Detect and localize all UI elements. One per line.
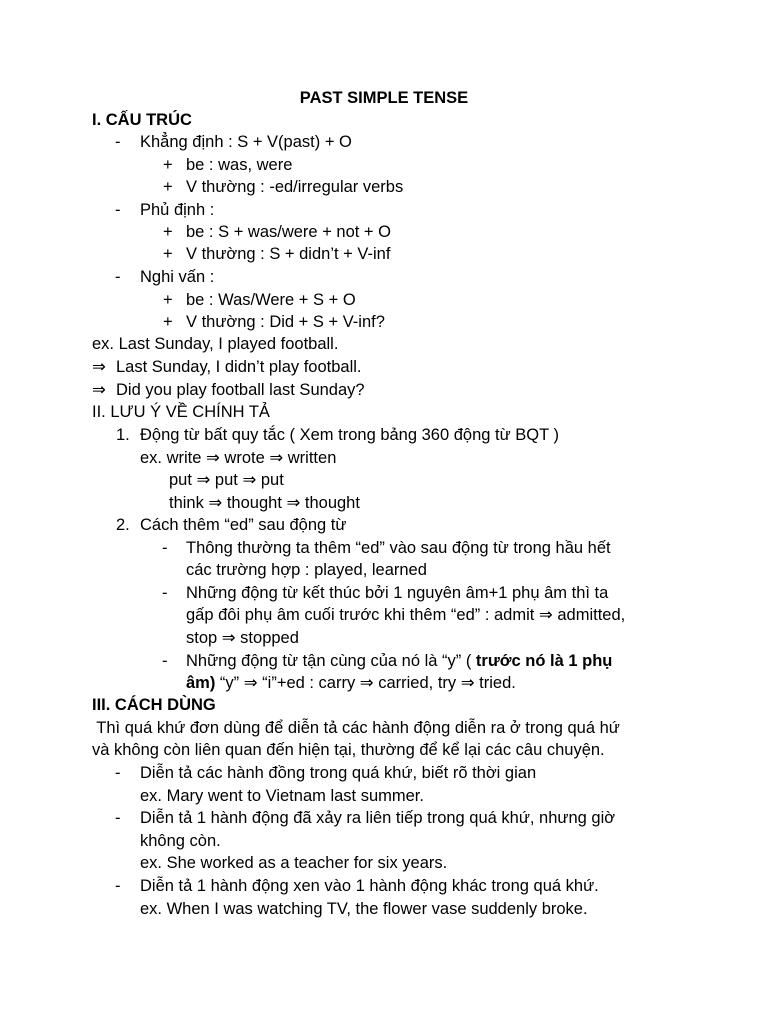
list-number: 1. bbox=[116, 426, 130, 444]
question-be: be : Was/Were + S + O bbox=[186, 291, 356, 309]
plus-bullet: + bbox=[163, 178, 173, 196]
plus-bullet: + bbox=[163, 245, 173, 263]
dash-bullet: - bbox=[115, 268, 121, 286]
usage-3: Diễn tả 1 hành động xen vào 1 hành động khác trong quá khứ. bbox=[140, 877, 599, 895]
affirmative-formula: Khẳng định : S + V(past) + O bbox=[140, 133, 352, 151]
arrow-icon: ⇒ bbox=[92, 381, 106, 399]
usage-intro-line-1: Thì quá khứ đơn dùng để diễn tả các hành động diễn ra ở trong quá hứ bbox=[92, 719, 620, 737]
document-title: PAST SIMPLE TENSE bbox=[299, 89, 469, 107]
plus-bullet: + bbox=[163, 156, 173, 174]
list-number: 2. bbox=[116, 516, 130, 534]
section-1-heading: I. CẤU TRÚC bbox=[92, 111, 192, 129]
dash-bullet: - bbox=[162, 539, 168, 557]
plus-bullet: + bbox=[163, 313, 173, 331]
usage-intro-line-2: và không còn liên quan đến hiện tại, thường để kể lại các câu chuyện. bbox=[92, 741, 605, 759]
rule-3-text: “y” ⇒ “i”+ed : carry ⇒ carried, try ⇒ tried. bbox=[215, 674, 516, 692]
dash-bullet: - bbox=[115, 877, 121, 895]
affirmative-verb: V thường : -ed/irregular verbs bbox=[186, 178, 404, 196]
rule-3-line-2 bbox=[186, 672, 516, 694]
dash-bullet: - bbox=[162, 584, 168, 602]
usage-1: Diễn tả các hành đồng trong quá khứ, biết rõ thời gian bbox=[140, 764, 537, 782]
plus-bullet: + bbox=[163, 223, 173, 241]
irregular-example-2: put ⇒ put ⇒ put bbox=[169, 471, 284, 489]
dash-bullet: - bbox=[162, 652, 168, 670]
usage-2-line-1: Diễn tả 1 hành động đã xảy ra liên tiếp trong quá khứ, nhưng giờ bbox=[140, 809, 616, 827]
usage-2-example: ex. She worked as a teacher for six years. bbox=[140, 854, 448, 872]
plus-bullet: + bbox=[163, 291, 173, 309]
dash-bullet: - bbox=[115, 201, 121, 219]
rule-1-line-1: Thông thường ta thêm “ed” vào sau động từ trong hầu hết bbox=[186, 539, 611, 557]
question-verb: V thường : Did + S + V-inf? bbox=[186, 313, 385, 331]
irregular-example-1: ex. write ⇒ wrote ⇒ written bbox=[140, 449, 337, 467]
dash-bullet: - bbox=[115, 764, 121, 782]
rule-2-line-2: gấp đôi phụ âm cuối trước khi thêm “ed” : admit ⇒ admitted, bbox=[186, 606, 626, 624]
question-label: Nghi vấn : bbox=[140, 268, 215, 286]
rule-3-text: Những động từ tận cùng của nó là “y” ( bbox=[186, 652, 476, 670]
irregular-verbs-point: Động từ bất quy tắc ( Xem trong bảng 360 động từ BQT ) bbox=[140, 426, 559, 444]
rule-1-line-2: các trường hợp : played, learned bbox=[186, 561, 427, 579]
rule-2-line-3: stop ⇒ stopped bbox=[186, 629, 299, 647]
section-2-heading: II. LƯU Ý VỀ CHÍNH TẢ bbox=[92, 403, 270, 421]
section-3-heading: III. CÁCH DÙNG bbox=[92, 696, 216, 714]
rule-3-bold-text: trước nó là 1 phụ bbox=[475, 652, 613, 670]
affirmative-be: be : was, were bbox=[186, 156, 293, 174]
negative-verb: V thường : S + didn’t + V-inf bbox=[186, 245, 391, 263]
negative-be: be : S + was/were + not + O bbox=[186, 223, 391, 241]
example-question: Did you play football last Sunday? bbox=[116, 381, 365, 399]
irregular-example-3: think ⇒ thought ⇒ thought bbox=[169, 494, 360, 512]
rule-2-line-1: Những động từ kết thúc bởi 1 nguyên âm+1 phụ âm thì ta bbox=[186, 584, 609, 602]
example-negative: Last Sunday, I didn’t play football. bbox=[116, 358, 362, 376]
usage-2-line-2: không còn. bbox=[140, 832, 221, 850]
add-ed-point: Cách thêm “ed” sau động từ bbox=[140, 516, 347, 534]
negative-label: Phủ định : bbox=[140, 201, 215, 219]
dash-bullet: - bbox=[115, 133, 121, 151]
usage-1-example: ex. Mary went to Vietnam last summer. bbox=[140, 787, 424, 805]
rule-3-bold-text: âm) bbox=[186, 674, 216, 692]
arrow-icon: ⇒ bbox=[92, 358, 106, 376]
example-affirmative: ex. Last Sunday, I played football. bbox=[92, 335, 339, 353]
dash-bullet: - bbox=[115, 809, 121, 827]
rule-3-line-1 bbox=[186, 650, 612, 672]
usage-3-example: ex. When I was watching TV, the flower vase suddenly broke. bbox=[140, 900, 588, 918]
